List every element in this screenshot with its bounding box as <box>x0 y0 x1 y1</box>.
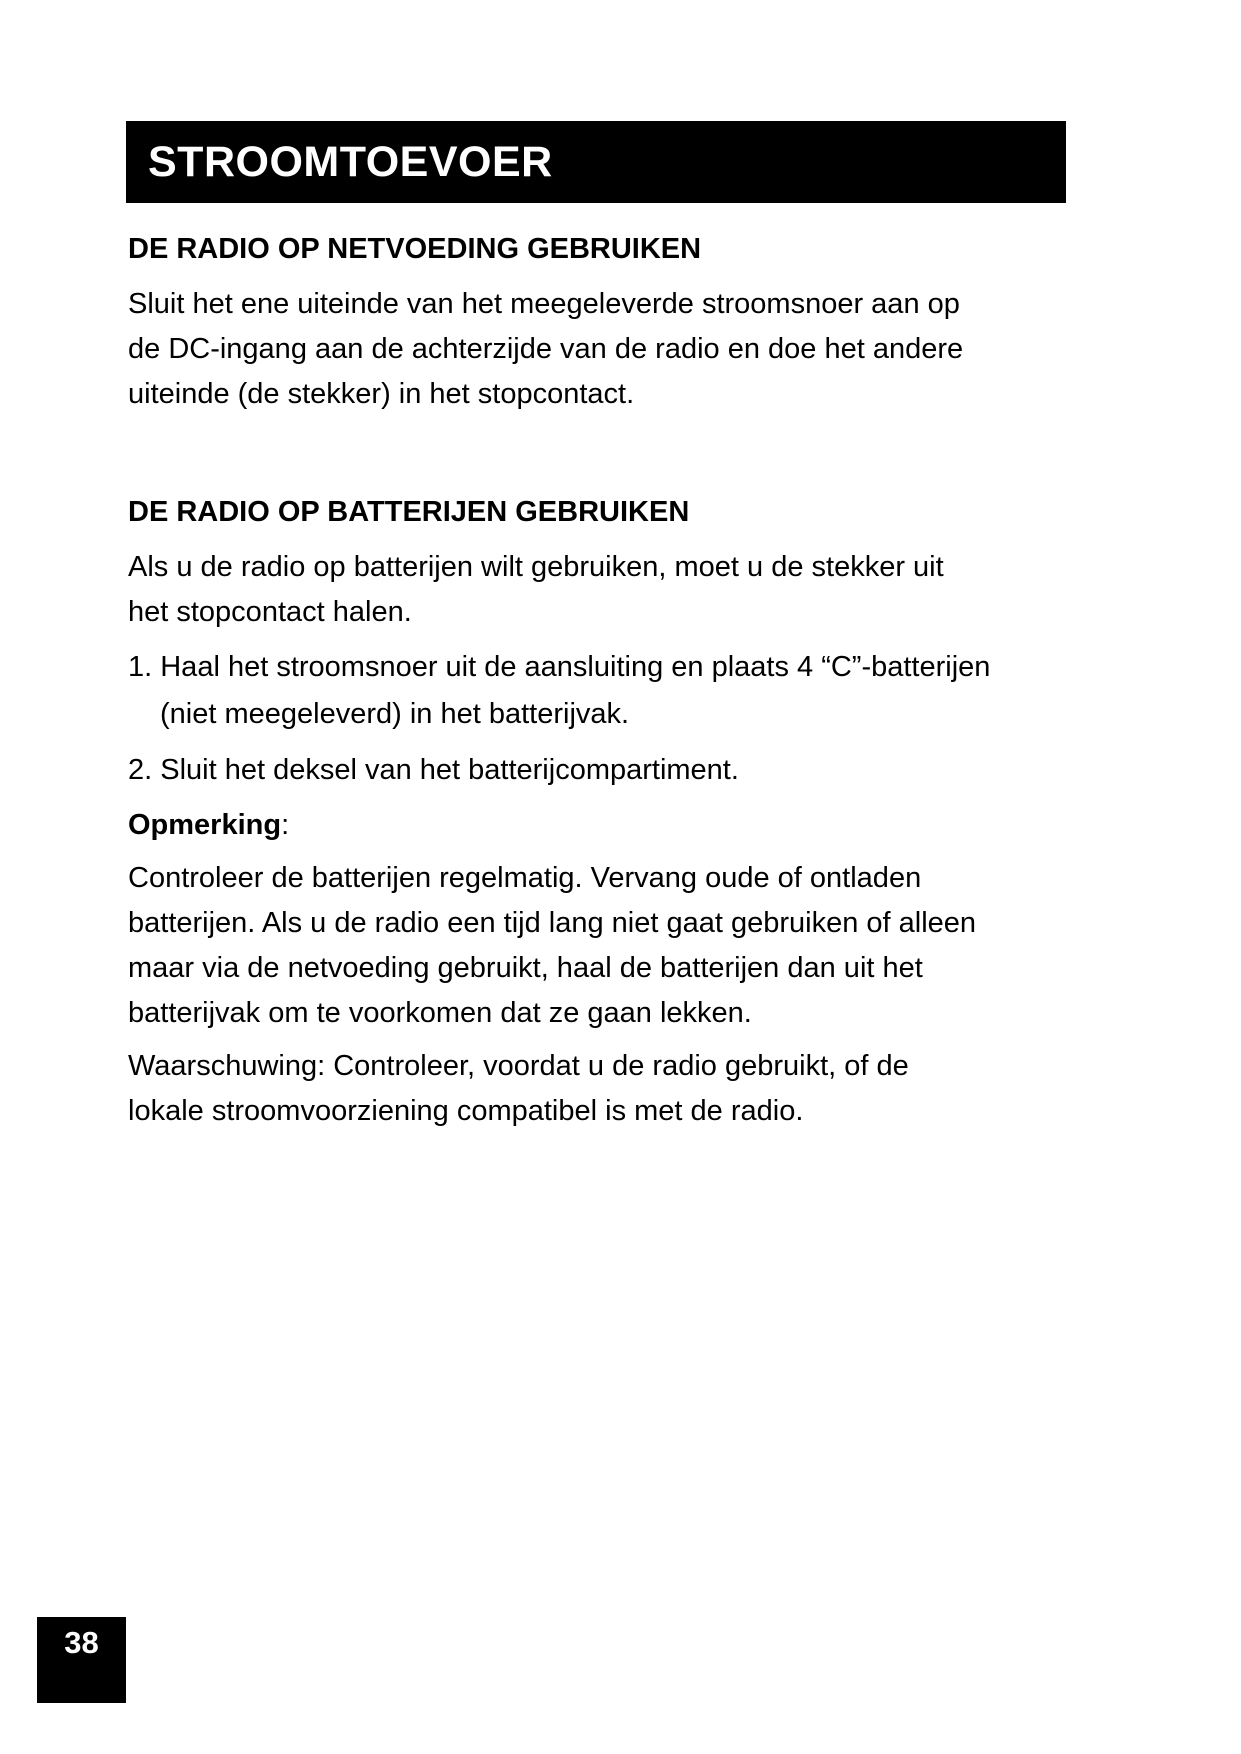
paragraph-mains <box>128 282 1088 417</box>
text-line: lokale stroomvoorziening compatibel is met de radio. <box>128 1095 804 1127</box>
section-title-bar <box>126 121 1066 203</box>
page-title: STROOMTOEVOER <box>148 137 553 186</box>
section-heading-batteries: DE RADIO OP BATTERIJEN GEBRUIKEN <box>128 496 690 528</box>
paragraph-note <box>128 856 1088 1036</box>
page-content <box>128 222 1088 1134</box>
text-line: maar via de netvoeding gebruikt, haal de batterijen dan uit het <box>128 952 923 984</box>
note-label <box>128 802 1088 848</box>
list-item-step-1 <box>128 644 1088 738</box>
step-line: (niet meegeleverd) in het batterijvak. <box>160 698 630 730</box>
page-number: 38 <box>37 1617 126 1703</box>
text-line: batterijvak om te voorkomen dat ze gaan lekken. <box>128 997 752 1029</box>
note-label-text: Opmerking <box>128 809 282 841</box>
text-line: Als u de radio op batterijen wilt gebruiken, moet u de stekker uit <box>128 551 944 583</box>
paragraph-batteries-intro <box>128 545 1088 635</box>
section-heading-mains: DE RADIO OP NETVOEDING GEBRUIKEN <box>128 233 702 265</box>
list-item-step-2 <box>128 747 1088 794</box>
note-label-colon: : <box>281 809 290 841</box>
text-line: uiteinde (de stekker) in het stopcontact. <box>128 378 635 410</box>
step-line: 1. Haal het stroomsnoer uit de aansluiting en plaats 4 “C”-batterijen <box>128 651 991 683</box>
text-line: Sluit het ene uiteinde van het meegeleverde stroomsnoer aan op <box>128 288 960 320</box>
text-line: batterijen. Als u de radio een tijd lang niet gaat gebruiken of alleen <box>128 907 977 939</box>
paragraph-warning <box>128 1044 1088 1134</box>
text-line: de DC-ingang aan de achterzijde van de radio en doe het andere <box>128 333 964 365</box>
text-line: Waarschuwing: Controleer, voordat u de radio gebruikt, of de <box>128 1050 909 1082</box>
text-line: Controleer de batterijen regelmatig. Vervang oude of ontladen <box>128 862 922 894</box>
text-line: het stopcontact halen. <box>128 596 412 628</box>
step-line: 2. Sluit het deksel van het batterijcompartiment. <box>128 754 739 786</box>
